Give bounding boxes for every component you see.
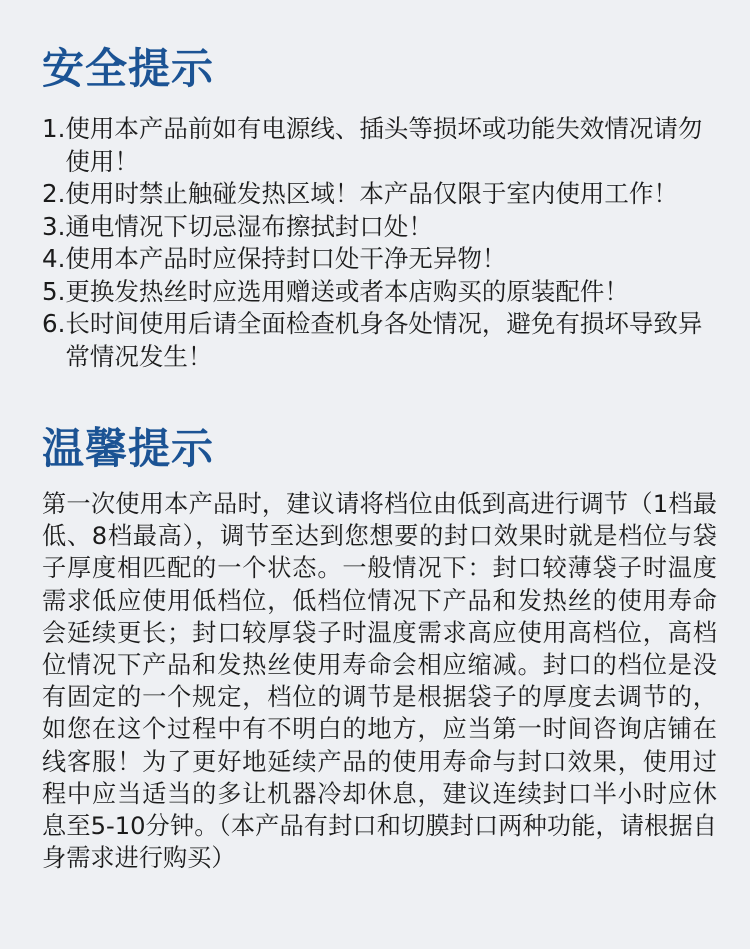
safety-item-number: 2. xyxy=(42,179,66,208)
safety-item-number: 4. xyxy=(42,244,66,273)
safety-item-number: 1. xyxy=(42,114,66,143)
safety-item-5 xyxy=(42,276,722,309)
safety-item-3 xyxy=(42,211,722,244)
safety-item-6 xyxy=(42,308,722,373)
safety-item-number: 5. xyxy=(42,276,66,306)
safety-item-text: 使用时禁止触碰发热区域！本产品仅限于室内使用工作！ xyxy=(65,179,678,208)
safety-item-text: 更换发热丝时应选用赠送或者本店购买的原装配件！ xyxy=(65,276,629,306)
tips-paragraph: 第一次使用本产品时，建议请将档位由低到高进行调节（1档最低、8档最高），调节至达到您想要的封口效果时就是档位与袋子厚度相匹配的一个状态。一般情况下：封口较薄袋子时温度需求低应使用低档位，低档位情况下产品和发热丝的使用寿命会延续更长；封口较厚袋子时温度需求高应使用高档位，高档位情况下产品和发热丝使用寿命会相应缩减。封口的档位是没有固定的一个规定，档位的调节是根据袋子的厚度去调节的，如您在这个过程中有不明白的地方，应当第一时间咨询店铺在线客服！为了更好地延续产品的使用寿命与封口效果，使用过程中应当适当的多让机器冷却休息，建议连续封口半小时应休息至5-10分钟。（本产品有封口和切膜封口两种功能，请根据自身需求进行购买） xyxy=(42,490,717,873)
safety-item-1 xyxy=(42,113,722,178)
safety-item-2 xyxy=(42,178,722,211)
safety-item-text: 长时间使用后请全面检查机身各处情况，避免有损坏导致异常情况发生！ xyxy=(65,309,703,371)
safety-item-text: 使用本产品前如有电源线、插头等损坏或功能失效情况请勿使用！ xyxy=(65,114,703,176)
safety-item-text: 通电情况下切忌湿布擦拭封口处！ xyxy=(65,211,433,241)
safety-item-4 xyxy=(42,243,722,276)
safety-item-number: 3. xyxy=(42,211,66,241)
safety-item-text: 使用本产品时应保持封口处干净无异物！ xyxy=(65,244,507,273)
safety-heading: 安全提示 xyxy=(42,44,215,93)
safety-list xyxy=(42,113,722,373)
safety-item-number: 6. xyxy=(42,309,66,338)
tips-heading: 温馨提示 xyxy=(42,424,215,473)
